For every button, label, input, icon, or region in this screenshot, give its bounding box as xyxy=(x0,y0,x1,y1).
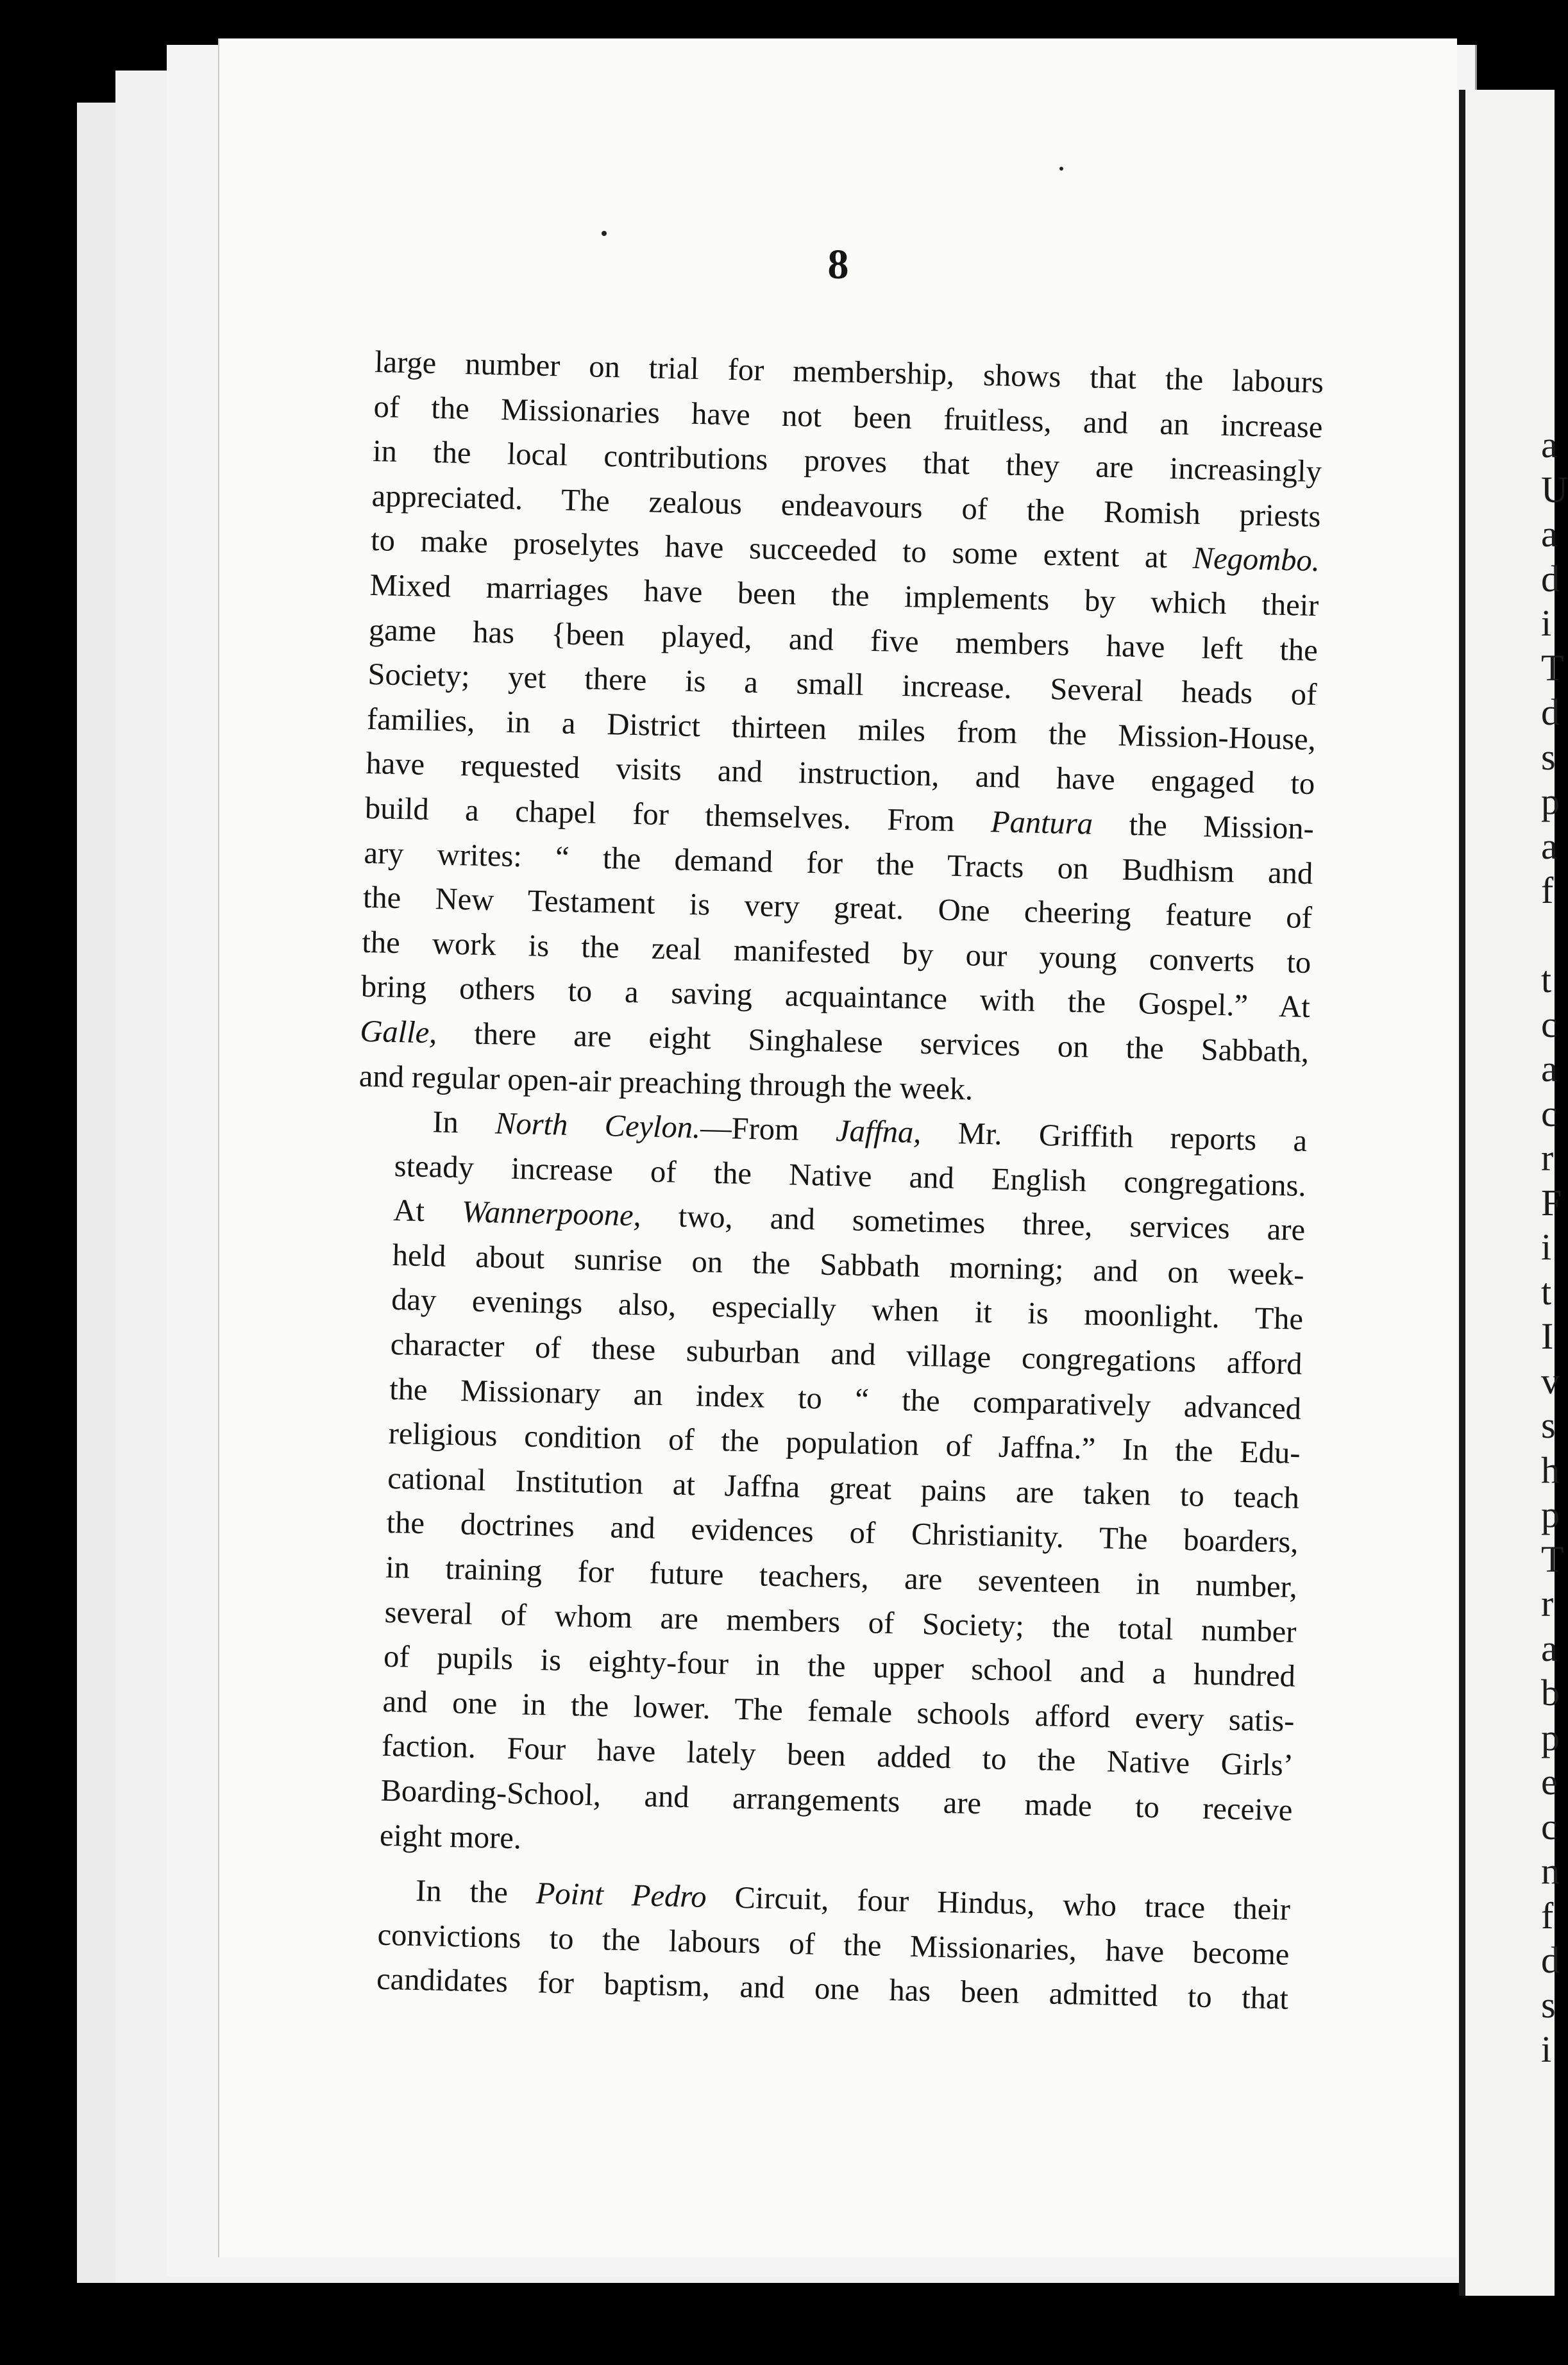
adjacent-page-letter: a xyxy=(1541,424,1558,466)
text-run: held about sunrise on the Sabbath morning; and on week- xyxy=(392,1238,1305,1292)
text-run: the Mission- xyxy=(1092,807,1315,846)
italic-place-name: Negombo. xyxy=(1192,541,1320,578)
text-run: In the xyxy=(415,1874,537,1911)
adjacent-page-letter: p xyxy=(1541,780,1560,822)
text-run: Boarding-School, and arrangements are made to receive xyxy=(380,1773,1293,1828)
text-run: At xyxy=(392,1193,462,1229)
adjacent-page-letter: r xyxy=(1541,1583,1554,1624)
adjacent-page-letter: e xyxy=(1541,1761,1558,1803)
adjacent-page-letter: c xyxy=(1541,1003,1558,1045)
adjacent-page-letter: s xyxy=(1541,736,1556,778)
text-run: two, and sometimes three, services are xyxy=(641,1199,1306,1248)
adjacent-page-letter: a xyxy=(1541,513,1558,555)
text-run: of the Missionaries have not been fruitless, and an increase xyxy=(373,389,1323,444)
text-run: the Missionary an index to “ the comparatively advanced xyxy=(389,1372,1302,1426)
text-run: build a chapel for themselves. From xyxy=(364,791,991,839)
page-number: 8 xyxy=(827,241,849,288)
text-run: faction. Four have lately been added to the Native Girls’ xyxy=(381,1729,1294,1783)
text-run: In xyxy=(432,1105,496,1141)
adjacent-page-letter: d xyxy=(1541,557,1560,600)
text-run: of pupils is eighty-four in the upper school and a hundred xyxy=(383,1640,1296,1694)
adjacent-page-letter: F xyxy=(1541,1181,1562,1224)
adjacent-page-letter: I xyxy=(1541,1315,1554,1357)
adjacent-page-letter: a xyxy=(1541,1048,1558,1090)
text-run: convictions to the labours of the Missionaries, have become xyxy=(377,1917,1290,1972)
italic-place-name: Point Pedro xyxy=(535,1876,707,1915)
adjacent-page-letter: f xyxy=(1541,1894,1554,1937)
text-run: and regular open-air preaching through the week. xyxy=(358,1059,974,1107)
text-run: have requested visits and instruction, and have engaged to xyxy=(366,746,1315,802)
adjacent-page-letter: i xyxy=(1541,2028,1552,2070)
adjacent-page-letter: d xyxy=(1541,691,1560,733)
adjacent-page-letter: i xyxy=(1541,602,1552,644)
text-run: bring others to a saving acquaintance with the Gospel.” At xyxy=(360,970,1311,1025)
text-run: there are eight Singhalese services on the Sabbath, xyxy=(436,1016,1310,1069)
text-run: the work is the zeal manifested by our young converts to xyxy=(361,925,1311,980)
ink-speck xyxy=(602,231,607,236)
text-run: large number on trial for membership, shows that the labours xyxy=(374,344,1324,400)
paragraph xyxy=(342,1098,1307,1878)
text-run: day evenings also, especially when it is moonlight. The xyxy=(391,1283,1304,1337)
adjacent-page-letter: c xyxy=(1541,1805,1558,1847)
adjacent-page-letter: a xyxy=(1541,825,1558,867)
italic-place-name: Pantura xyxy=(990,805,1093,841)
adjacent-page-letter: T xyxy=(1541,1538,1564,1580)
italic-place-name: Galle, xyxy=(359,1014,437,1050)
text-run: the doctrines and evidences of Christianity. The boarders, xyxy=(386,1506,1299,1560)
text-run: the New Testament is very great. One cheering feature of xyxy=(362,880,1313,936)
adjacent-page-letter: b xyxy=(1541,1672,1560,1713)
italic-place-name: North Ceylon. xyxy=(494,1106,701,1145)
adjacent-page-letter: p xyxy=(1541,1716,1560,1758)
adjacent-page-letter: t xyxy=(1541,1270,1552,1313)
text-run: —From xyxy=(700,1111,836,1149)
text-run: in the local contributions proves that they are increasingly xyxy=(372,434,1322,489)
text-run: candidates for baptism, and one has been admitted to that xyxy=(376,1962,1289,2017)
body-text xyxy=(339,340,1324,2022)
adjacent-page-letter: i xyxy=(1541,1226,1552,1268)
text-run: Mixed marriages have been the implements by which their xyxy=(369,568,1319,623)
adjacent-page-letter: a xyxy=(1541,1627,1558,1669)
text-run: Society; yet there is a small increase. Several heads of xyxy=(367,657,1317,712)
italic-place-name: Wannerpoone, xyxy=(461,1195,642,1233)
paragraph xyxy=(339,1867,1290,2022)
adjacent-page-letter: f xyxy=(1541,870,1554,911)
text-run: ary writes: “ the demand for the Tracts on Budhism and xyxy=(363,836,1313,891)
text-run: to make proselytes have succeeded to some extent at xyxy=(370,523,1193,576)
text-run: and one in the lower. The female schools afford every satis- xyxy=(382,1684,1295,1738)
adjacent-page-letter: c xyxy=(1541,1092,1558,1134)
text-run: eight more. xyxy=(379,1818,522,1856)
ink-speck xyxy=(1059,167,1063,171)
adjacent-page-letter: h xyxy=(1541,1449,1560,1491)
text-run: appreciated. The zealous endeavours of the Romish priests xyxy=(371,478,1321,534)
adjacent-page-letter: r xyxy=(1541,1137,1554,1179)
adjacent-page-letter: d xyxy=(1541,1939,1560,1981)
book-page xyxy=(218,38,1457,2257)
text-run: families, in a District thirteen miles from the Mission-House, xyxy=(366,702,1317,757)
adjacent-page-letter: n xyxy=(1541,1850,1560,1892)
adjacent-page-letter: p xyxy=(1541,1494,1560,1535)
adjacent-page-letter: s xyxy=(1541,1404,1556,1446)
italic-place-name: Jaffna, xyxy=(835,1114,922,1150)
adjacent-page-letter: v xyxy=(1541,1359,1560,1402)
paragraph xyxy=(358,340,1324,1119)
text-run: steady increase of the Native and English congregations. xyxy=(394,1149,1307,1203)
text-run: several of whom are members of Society; the total number xyxy=(384,1595,1297,1649)
adjacent-page-edge xyxy=(1459,90,1568,2296)
text-run: Circuit, four Hindus, who trace their xyxy=(706,1880,1291,1927)
text-run: character of these suburban and village congregations afford xyxy=(390,1327,1303,1381)
text-run: game has {been played, and five members have left the xyxy=(368,612,1319,668)
adjacent-page-letter: U xyxy=(1541,468,1568,510)
adjacent-page-letter: s xyxy=(1541,1983,1556,2026)
adjacent-page-letter: t xyxy=(1541,959,1552,1000)
adjacent-page-letter: T xyxy=(1541,646,1564,689)
text-run: religious condition of the population of Jaffna.” In the Edu- xyxy=(388,1417,1301,1471)
text-run: in training for future teachers, are seventeen in number, xyxy=(385,1550,1298,1604)
text-run: cational Institution at Jaffna great pains are taken to teach xyxy=(387,1461,1300,1515)
text-run: Mr. Griffith reports a xyxy=(920,1115,1308,1159)
